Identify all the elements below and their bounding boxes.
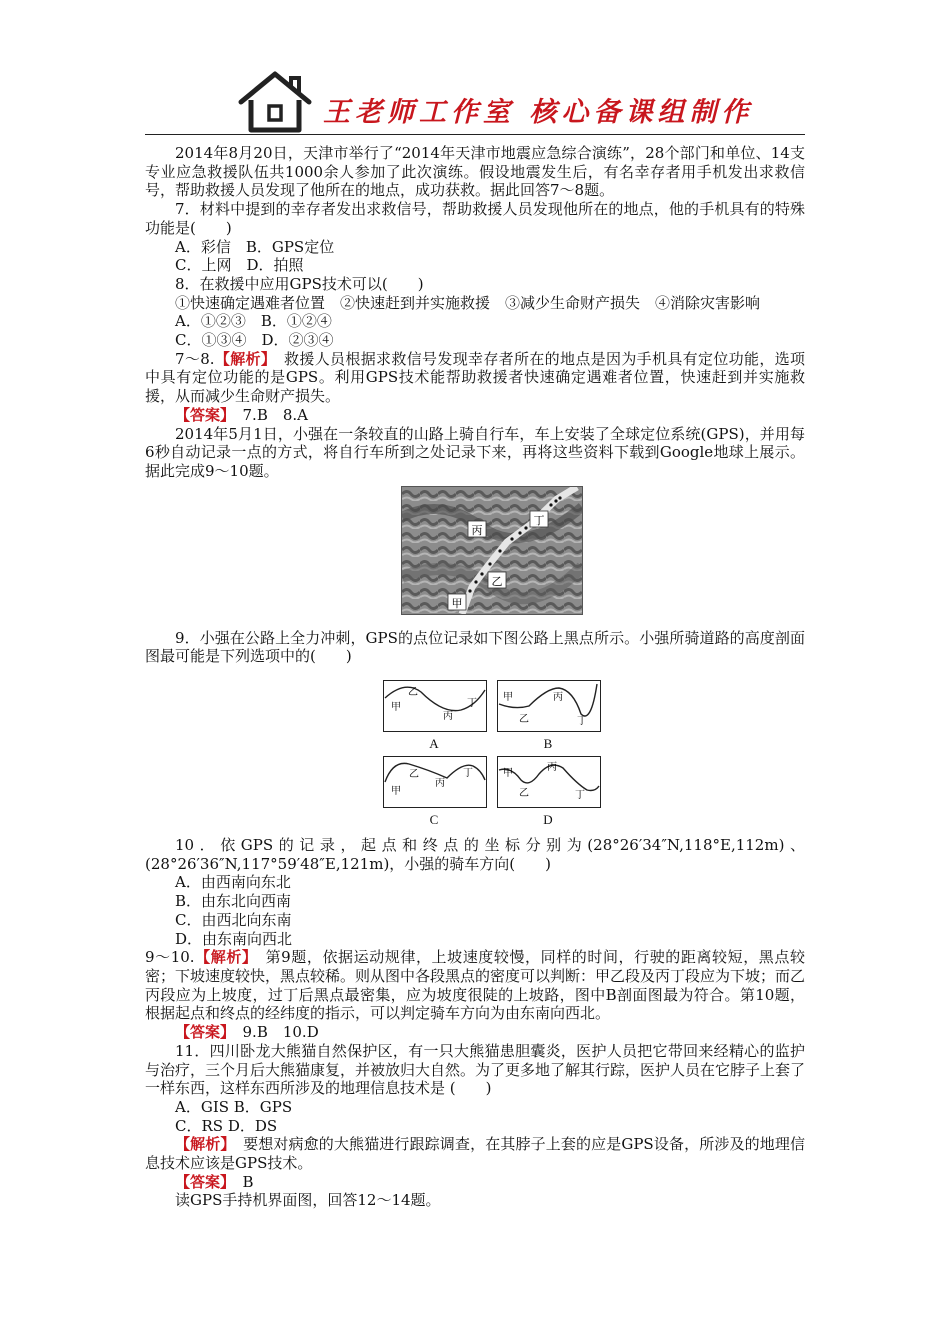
analysis-11-tag: 【解析】 <box>175 1135 229 1154</box>
question-8-stem: 8．在救援中应用GPS技术可以( ) <box>175 274 424 293</box>
profile-C-label-bing: 丙 <box>435 778 445 790</box>
question-11-options-2: C．RS D．DS <box>175 1116 278 1135</box>
answer-9-10-tag: 【答案】 <box>175 1023 228 1042</box>
question-8-options-1: A．①②③ B．①②④ <box>175 312 332 331</box>
profile-B <box>497 680 599 752</box>
house-icon <box>235 70 315 138</box>
question-10-option-b: B．由东北向西南 <box>175 892 292 911</box>
answer-11-text: B <box>227 1172 254 1191</box>
profile-B-label-yi: 乙 <box>519 714 529 726</box>
profile-A-label-bing: 丙 <box>443 711 453 723</box>
profile-D-label-yi: 乙 <box>519 788 529 800</box>
profile-D-label-ding: 丁 <box>575 790 585 802</box>
answer-11-tag: 【答案】 <box>175 1172 228 1191</box>
profile-B-letter: B <box>543 736 553 752</box>
profile-D-label-bing: 丙 <box>547 762 557 774</box>
question-10-stem: 10．依GPS的记录，起点和终点的坐标分别为(28°26′34″N,118°E,112m)、(28°26′36″N,117°59′48″E,121m)，小强的骑车方向( ) <box>145 836 805 873</box>
profile-D-label-jia: 甲 <box>503 768 513 780</box>
profile-C <box>383 756 485 828</box>
analysis-11 <box>145 1135 805 1172</box>
profile-C-letter: C <box>429 812 439 828</box>
analysis-7-8-prefix: 7～8. <box>175 349 215 368</box>
profile-B-label-jia: 甲 <box>503 692 513 704</box>
header-divider <box>145 134 805 135</box>
answer-9-10-text: 9.B 10.D <box>227 1023 319 1042</box>
analysis-7-8-text: 救援人员根据求救信号发现幸存者所在的地点是因为手机具有定位功能，选项中具有定位功能的是GPS。利用GPS技术能帮助救援者快速确定遇难者位置，快速赶到并实施救援，从而减少生命财产损失。 <box>145 349 805 406</box>
profile-A-label-yi: 乙 <box>408 687 418 699</box>
map-label-jia: 甲 <box>451 596 463 610</box>
profile-D <box>497 756 599 828</box>
profile-A-label-ding: 丁 <box>467 698 477 710</box>
map-label-ding: 丁 <box>533 513 545 527</box>
profile-C-label-ding: 丁 <box>463 768 473 780</box>
question-10-option-c: C．由西北向东南 <box>175 910 292 929</box>
profile-A-letter: A <box>429 736 439 752</box>
question-7-stem: 7．材料中提到的幸存者发出求救信号，帮助救援人员发现他所在的地点，他的手机具有的特殊功能是( ) <box>145 200 805 237</box>
profile-A-label-jia: 甲 <box>391 702 401 714</box>
profile-B-label-bing: 丙 <box>553 692 563 704</box>
answer-7-8-text: 7.B 8.A <box>227 405 308 424</box>
question-11-stem: 11．四川卧龙大熊猫自然保护区，有一只大熊猫患胆囊炎，医护人员把它带回来经精心的监护与治疗，三个月后大熊猫康复，并被放归大自然。为了更多地了解其行踪，医护人员在它脖子上套了一样东西，这样东西所涉及的地理信息技术是 ( ) <box>145 1041 806 1098</box>
header <box>145 66 805 136</box>
question-11-options-1: A．GIS B．GPS <box>175 1097 293 1116</box>
analysis-7-8 <box>145 350 805 406</box>
question-8-options-2: C．①③④ D．②③④ <box>175 331 334 350</box>
satellite-map-figure <box>401 486 583 615</box>
question-10-option-a: A．由西南向东北 <box>175 873 291 892</box>
answer-7-8-tag: 【答案】 <box>175 405 228 424</box>
profile-D-letter: D <box>543 812 553 828</box>
question-7-options-1: A．彩信 B．GPS定位 <box>175 237 335 256</box>
answer-7-8 <box>145 406 805 425</box>
header-title: 王老师工作室 核心备课组制作 <box>323 97 754 128</box>
profile-B-label-ding: 丁 <box>577 716 587 728</box>
analysis-9-10 <box>145 948 805 1023</box>
intro-paragraph-1: 2014年8月20日，天津市举行了“2014年天津市地震应急综合演练”，28个部门和单位、14支专业应急救援队伍共1000余人参加了此次演练。假设地震发生后，有名幸存者用手机发出求救信号，帮助救援人员发现了他所在的地点，成功获救。据此回答7～8题。 <box>145 144 805 200</box>
question-8-items: ①快速确定遇难者位置 ②快速赶到并实施救援 ③减少生命财产损失 ④消除灾害影响 <box>175 293 761 312</box>
analysis-9-10-prefix: 9～10. <box>145 948 195 967</box>
intro-paragraph-3: 读GPS手持机界面图，回答12～14题。 <box>175 1191 441 1210</box>
intro-paragraph-2: 2014年5月1日，小强在一条较直的山路上骑自行车，车上安装了全球定位系统(GPS)，并用每6秒自动记录一点的方式，将自行车所到之处记录下来，再将这些资料下载到Google地球上展示。据此完成9～10题。 <box>145 424 805 480</box>
question-10-option-d: D．由东南向西北 <box>175 929 293 948</box>
elevation-profile-figure <box>145 680 805 830</box>
content <box>145 144 805 1210</box>
analysis-9-10-text: 第9题，依据运动规律，上坡速度较慢，同样的时间，行驶的距离较短，黑点较密；下坡速度较快，黑点较稀。则从图中各段黑点的密度可以判断：甲乙段及丙丁段应为下坡；而乙丙段应为上坡度，过丁后黑点最密集，应为坡度很陡的上坡路，图中B剖面图最为符合。第10题，根据起点和终点的经纬度的指示，可以判定骑车方向为由东南向西北。 <box>145 948 806 1023</box>
profile-C-label-yi: 乙 <box>409 769 419 781</box>
map-label-yi: 乙 <box>491 574 503 588</box>
question-9-stem: 9．小强在公路上全力冲刺，GPS的点位记录如下图公路上黑点所示。小强所骑道路的高度剖面图最可能是下列选项中的( ) <box>145 628 805 666</box>
question-7-options-2: C．上网 D．拍照 <box>175 256 304 275</box>
answer-9-10 <box>145 1023 805 1042</box>
profile-C-label-jia: 甲 <box>391 786 401 798</box>
map-label-bing: 丙 <box>471 523 483 537</box>
profile-A <box>383 680 485 752</box>
analysis-7-8-tag: 【解析】 <box>214 349 269 368</box>
analysis-11-text: 要想对病愈的大熊猫进行跟踪调查，在其脖子上套的应是GPS设备，所涉及的地理信息技术应该是GPS技术。 <box>145 1135 805 1173</box>
analysis-9-10-tag: 【解析】 <box>194 948 250 967</box>
answer-11 <box>145 1173 805 1192</box>
